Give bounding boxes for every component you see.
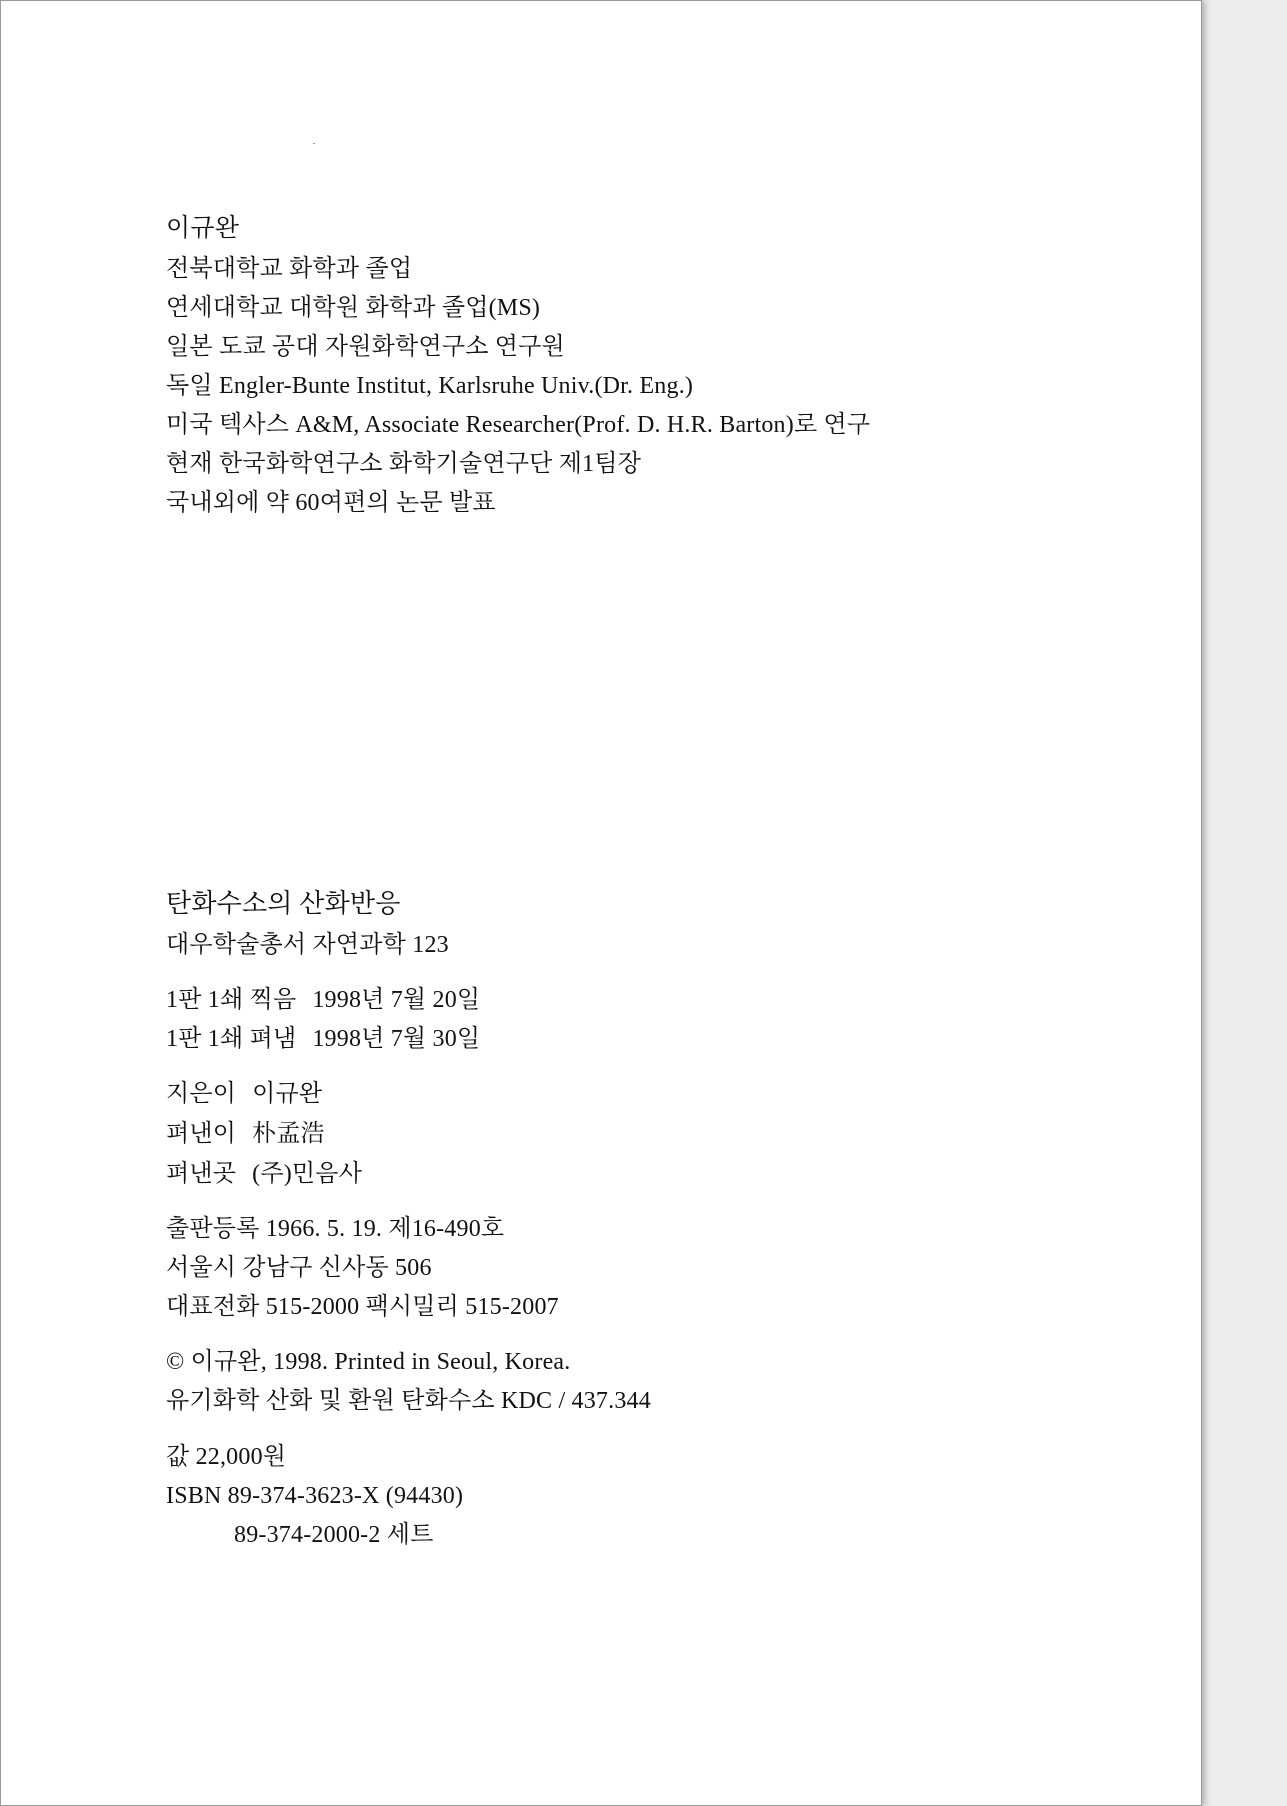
first-pub-date: 1998년 7월 30일 [312,1026,481,1052]
isbn-set-line: 89-374-2000-2 세트 [234,1522,434,1548]
author-name: 이규완 [166,213,240,242]
publisher-phone: 대표전화 515-2000 팩시밀리 515-2007 [166,1294,559,1320]
copyright-line: © 이규완, 1998. Printed in Seoul, Korea. [166,1349,571,1375]
author-bio-line: 국내외에 약 60여편의 논문 발표 [166,490,496,516]
first-pub-label: 1판 1쇄 펴냄 [166,1026,297,1052]
author-bio-line: 독일 Engler-Bunte Institut, Karlsruhe Univ.(Dr. Eng.) [166,373,694,399]
first-print-label: 1판 1쇄 찍음 [166,987,297,1013]
price-line: 값 22,000원 [166,1444,287,1470]
credit-publisher-person-label: 펴낸이 [166,1121,237,1147]
isbn-line: ISBN 89-374-3623-X (94430) [166,1483,464,1509]
author-bio-line: 미국 텍사스 A&M, Associate Researcher(Prof. D. H.R. Barton)로 연구 [166,412,871,438]
author-bio-line: 연세대학교 대학원 화학과 졸업(MS) [166,295,541,321]
book-series: 대우학술총서 자연과학 123 [166,932,449,958]
author-bio-line: 현재 한국화학연구소 화학기술연구단 제1팀장 [166,451,642,477]
credit-author-value: 이규완 [252,1081,323,1107]
author-bio-line: 전북대학교 화학과 졸업 [166,256,413,282]
publisher-address: 서울시 강남구 신사동 506 [166,1255,432,1281]
first-print-date: 1998년 7월 20일 [312,987,481,1013]
credit-author-label: 지은이 [166,1081,237,1107]
first-pub-line [166,1024,480,1054]
classification-line: 유기화학 산화 및 환원 탄화수소 KDC / 437.344 [166,1388,651,1414]
book-title: 탄화수소의 산화반응 [166,889,401,918]
author-bio-line: 일본 도쿄 공대 자원화학연구소 연구원 [166,334,565,360]
credit-publisher-label: 펴낸곳 [166,1161,237,1187]
credit-publisher-line [166,1159,362,1189]
credit-author-line [166,1079,322,1109]
credit-publisher-person-line [166,1119,325,1149]
first-print-line [166,985,480,1015]
scan-speck [313,143,315,144]
registration-line: 출판등록 1966. 5. 19. 제16-490호 [166,1216,505,1242]
credit-publisher-value: (주)민음사 [252,1161,363,1187]
credit-publisher-person-value: 朴孟浩 [252,1121,325,1147]
